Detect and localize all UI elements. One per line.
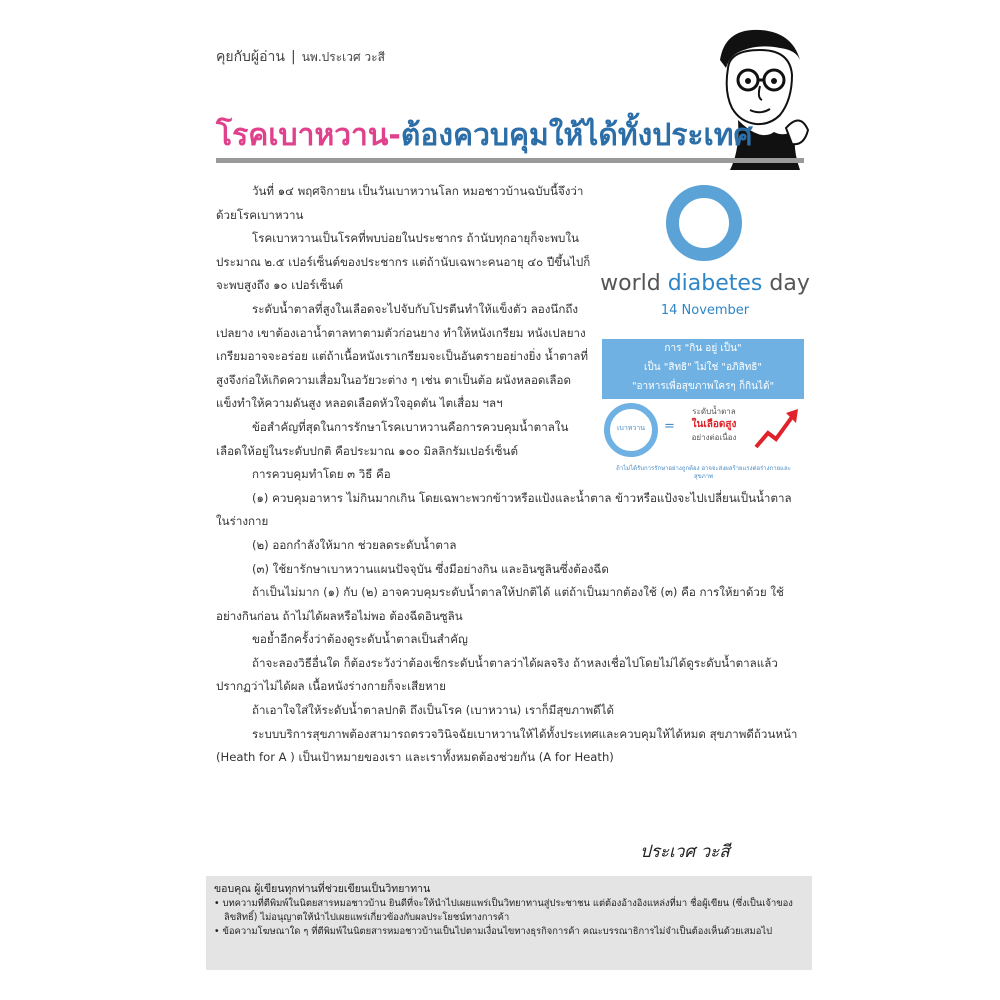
paragraph: ถ้าจะลองวิธีอื่นใด ก็ต้องระวังว่าต้องเช็กระดับน้ำตาลว่าได้ผลจริง ถ้าหลงเชื่อไปโดยไม่ได้ดูระดับน้ำตาลแล้วปรากฏว่าไม่ได้ผล เนื้อหนังร่างกายก็จะเสียหาย	[216, 655, 778, 694]
world-diabetes-day-logo	[600, 185, 810, 335]
poster-footnote: ถ้าไม่ได้รับการรักษาอย่างถูกต้อง อาจจะส่งผลร้ายแรงต่อร่างกายและสุขภาพ	[616, 465, 791, 480]
paragraph: ถ้าเป็นไม่มาก (๑) กับ (๒) อาจควบคุมระดับน้ำตาลให้ปกติได้ แต่ถ้าเป็นมากต้องใช้ (๓) คือ การให้ยาด้วย ใช้อย่างกินก่อน ถ้าไม่ได้ผลหรือไม่พอ ต้องฉีดอินซูลิน	[216, 585, 784, 623]
footer-note: • บทความที่ตีพิมพ์ในนิตยสารหมอชาวบ้าน ยินดีที่จะให้นำไปเผยแพร่เป็นวิทยาทานสู่ประชาชน แต่ต้องอ้างอิงแหล่งที่มา ชื่อผู้เขียน (ซึ่งเป็นเจ้าของลิขสิทธิ์) ไม่อนุญาตให้นำไปเผยแพร่เกี่ยวข้องกับผลประโยชน์ทางการค้า	[214, 898, 793, 923]
article-title	[216, 112, 753, 159]
blue-circle-icon	[666, 185, 742, 261]
poster-mid-red: ในเลือดสูง	[691, 419, 737, 430]
author-name: นพ.ประเวศ วะสี	[301, 50, 385, 64]
paragraph: ถ้าเอาใจใส่ให้ระดับน้ำตาลปกติ ถึงเป็นโรค (เบาหวาน) เราก็มีสุขภาพดีได้	[252, 703, 614, 718]
paragraph: ระบบบริการสุขภาพต้องสามารถตรวจวินิจฉัยเบาหวานให้ได้ทั้งประเทศและควบคุมให้ได้หมด สุขภาพดีถ้วนหน้า (Heath for A ) เป็นเป้าหมายของเรา และเราทั้งหมดต้องช่วยกัน (A for Heath)	[216, 726, 798, 765]
author-signature: ประเวศ วะสี	[640, 842, 730, 862]
title-divider	[216, 158, 804, 163]
column-header	[216, 46, 385, 68]
paragraph: วันที่ ๑๔ พฤศจิกายน เป็นวันเบาหวานโลก หมอชาวบ้านฉบับนี้จึงว่าด้วยโรคเบาหวาน	[216, 184, 584, 222]
paragraph: ข้อสำคัญที่สุดในการรักษาโรคเบาหวานคือการควบคุมน้ำตาลในเลือดให้อยู่ในระดับปกติ คือประมาณ ๑๐๐ มิลลิกรัมเปอร์เซ็นต์	[216, 419, 569, 458]
wdd-highlight: diabetes	[667, 271, 763, 296]
poster-line: "อาหารเพื่อสุขภาพใครๆ ก็กินได้"	[631, 381, 775, 392]
ring-label: เบาหวาน	[616, 424, 646, 432]
column-name: คุยกับผู้อ่าน	[216, 49, 285, 65]
rising-arrow-icon	[752, 403, 804, 455]
equals-icon: =	[664, 419, 675, 434]
wdd-suffix: day	[762, 271, 810, 296]
poster-mid-top: ระดับน้ำตาล	[692, 407, 736, 416]
poster-line: การ "กิน อยู่ เป็น"	[664, 343, 742, 354]
footer-title: ขอบคุณ ผู้เขียนทุกท่านที่ช่วยเขียนเป็นวิทยาทาน	[214, 883, 431, 895]
paragraph: ขอย้ำอีกครั้งว่าต้องดูระดับน้ำตาลเป็นสำคัญ	[252, 632, 468, 647]
poster-banner	[602, 339, 804, 399]
poster-middle-text	[678, 405, 750, 444]
poster-mid-bottom: อย่างต่อเนื่อง	[691, 433, 737, 442]
footer-notice-box	[206, 876, 812, 970]
title-part-pink: โรคเบาหวาน-	[216, 118, 401, 153]
wdd-date: 14 November	[660, 303, 750, 318]
list-item: (๒) ออกกำลังให้มาก ช่วยลดระดับน้ำตาล	[252, 537, 457, 552]
list-item: (๑) ควบคุมอาหาร ไม่กินมากเกิน โดยเฉพาะพวกข้าวหรือแป้งและน้ำตาล ข้าวหรือแป้งจะไปเปลี่ยนเป็นน้ำตาลในร่างกาย	[216, 490, 792, 529]
poster-line: เป็น "สิทธิ" ไม่ใช่ "อภิสิทธิ"	[643, 362, 763, 373]
paragraph: ระดับน้ำตาลที่สูงในเลือดจะไปจับกับโปรตีนทำให้แข็งตัว ลองนึกถึงเปลยาง เขาต้องเอาน้ำตาลทาตามตัวก่อนยาง ทำให้หนังเกรียม หนังเปลยางเกรียมอาจจะอร่อย แต่ถ้าเนื้อหนังเราเกรียมจะเป็นอันตรายอย่างยิ่ง น้ำตาลที่สูงจึงก่อให้เกิดความเสื่อมในอวัยวะต่าง ๆ เช่น ตาเป็นต้อ ผนังหลอดเลือดแข็งทำให้ความดันสูง หลอดเลือดหัวใจอุดตัน ไตเสื่อม ฯลฯ	[216, 301, 589, 411]
wdd-prefix: world	[600, 271, 668, 296]
title-part-blue: ต้องควบคุมให้ได้ทั้งประเทศ	[400, 118, 753, 153]
campaign-poster	[602, 339, 804, 491]
footer-note: • ข้อความโฆษณาใด ๆ ที่ตีพิมพ์ในนิตยสารหมอชาวบ้านเป็นไปตามเงื่อนไขทางธุรกิจการค้า คณะบรรณาธิการไม่จำเป็นต้องเห็นด้วยเสมอไป	[214, 926, 773, 937]
wdd-title	[600, 271, 810, 296]
paragraph: การควบคุมทำโดย ๓ วิธี คือ	[252, 467, 391, 482]
paragraph: โรคเบาหวานเป็นโรคที่พบบ่อยในประชากร ถ้านับทุกอายุก็จะพบในประมาณ ๒.๕ เปอร์เซ็นต์ของประชากร แต่ถ้านับเฉพาะคนอายุ ๔๐ ปีขึ้นไปก็จะพบสูงถึง ๑๐ เปอร์เซ็นต์	[216, 231, 591, 293]
list-item: (๓) ใช้ยารักษาเบาหวานแผนปัจจุบัน ซึ่งมีอย่างกิน และอินซูลินซึ่งต้องฉีด	[252, 561, 609, 576]
header-separator: |	[290, 49, 296, 65]
